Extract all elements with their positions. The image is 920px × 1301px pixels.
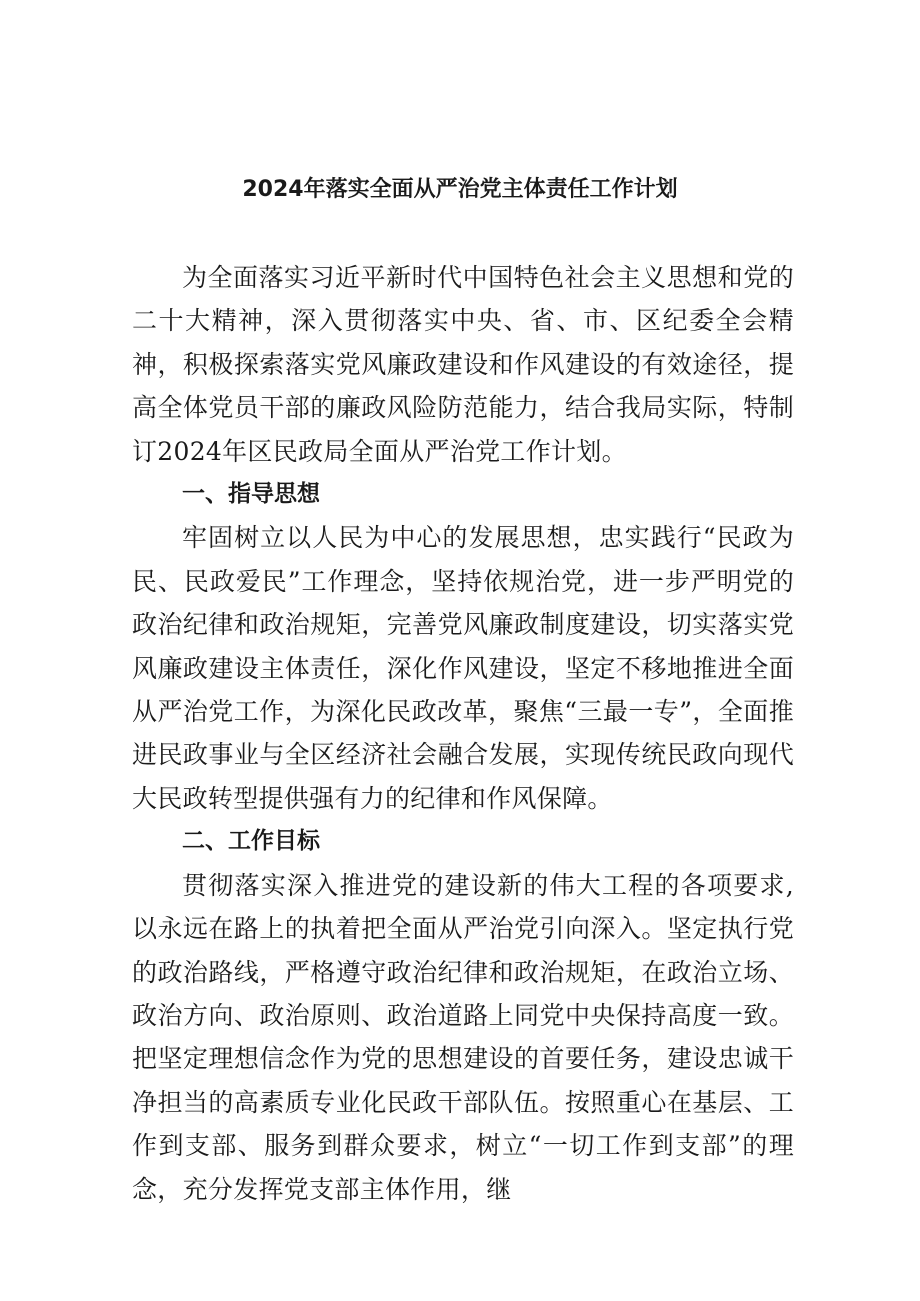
document-body [132, 256, 794, 1211]
document-title: 2024年落实全面从严治党主体责任工作计划 [242, 177, 678, 202]
section-heading-work-goals: 二、工作目标 [182, 828, 320, 855]
intro-paragraph: 为全面落实习近平新时代中国特色社会主义思想和党的二十大精神，深入贯彻落实中央、省、市、区纪委全会精神，积极探索落实党风廉政建设和作风建设的有效途径，提高全体党员干部的廉政风险防范能力，结合我局实际，特制订2024年区民政局全面从严治党工作计划。 [132, 263, 794, 466]
section-paragraph-guiding-ideology: 牢固树立以人民为中心的发展思想，忠实践行“民政为民、民政爱民”工作理念，坚持依规治党，进一步严明党的政治纪律和政治规矩，完善党风廉政制度建设，切实落实党风廉政建设主体责任，深化作风建设，坚定不移地推进全面从严治党工作，为深化民政改革，聚焦“三最一专”，全面推进民政事业与全区经济社会融合发展，实现传统民政向现代大民政转型提供强有力的纪律和作风保障。 [132, 523, 794, 813]
section-heading-guiding-ideology: 一、指导思想 [182, 481, 320, 508]
section-paragraph-work-goals: 贯彻落实深入推进党的建设新的伟大工程的各项要求,以永远在路上的执着把全面从严治党引向深入。坚定执行党的政治路线，严格遵守政治纪律和政治规矩，在政治立场、政治方向、政治原则、政治道路上同党中央保持高度一致。把坚定理想信念作为党的思想建设的首要任务，建设忠诚干净担当的高素质专业化民政干部队伍。按照重心在基层、工作到支部、服务到群众要求，树立“一切工作到支部”的理念，充分发挥党支部主体作用，继 [132, 870, 794, 1204]
